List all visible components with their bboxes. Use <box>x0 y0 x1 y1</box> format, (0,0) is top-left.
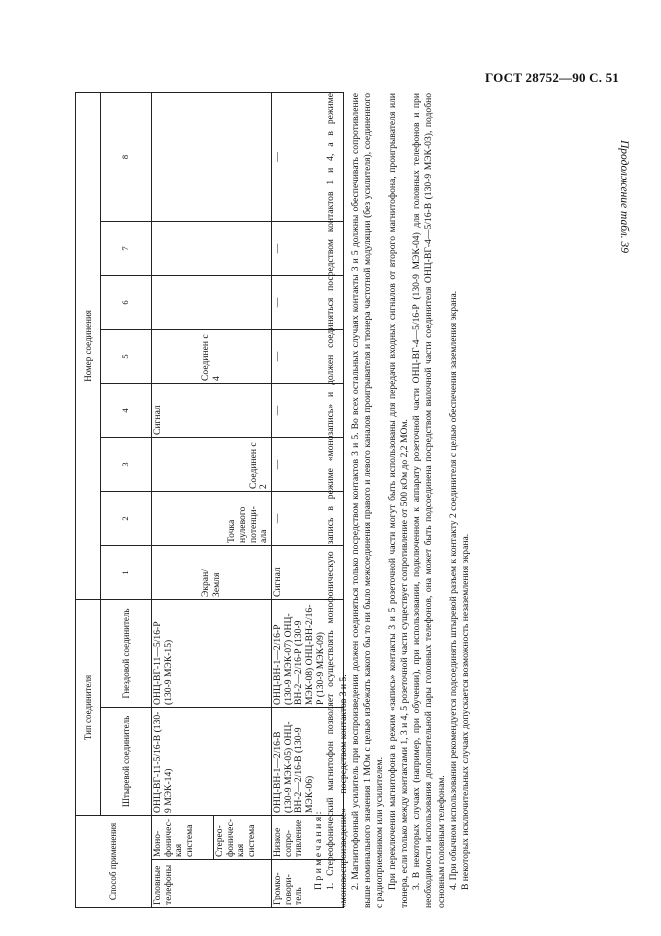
connection-table <box>75 92 344 908</box>
cell-group: Громко-говори-тель <box>272 860 344 908</box>
rotated-page-content <box>75 88 495 908</box>
note-item: 2. Магнитофонный усилитель при воспроизведении должен соединяться только посредством контактов 3 и 5. Во всех остальных случаях контакты 3 и 5 должны обеспечивать сопротивление выше номинального значения 1 МОм с целью избежать какого бы то ни было межсоединения правого и левого каналов проигрывателя и тюнера частотной модуляции (без усилителя), соединенного с радиоприемником или усилителем. <box>349 93 386 908</box>
table-continuation-label: Продолжение табл. 39 <box>618 140 630 253</box>
cell-c6: — <box>272 275 344 329</box>
note-item: 1. Стереофонический магнитофон позволяет осуществлять монофоническую запись в режиме «монозапись» и должен соединяться посредством контактов 1 и 4, а в режиме «моновоспроизведение» — посредством контактов 3 и 5. <box>325 93 349 908</box>
col-header-conn-type: Тип соединителя <box>76 599 101 815</box>
col-num-6: 6 <box>101 275 152 329</box>
cell-plug: ОНЦ-ВГ-11-5/16-В (130-9 МЭК-14) <box>152 708 272 816</box>
cell-socket: ОНЦ-ВГ-11—5/16-Р (130-9 МЭК-15) <box>152 599 272 707</box>
cell-c3: Соединен с 2 <box>152 437 272 491</box>
notes-section <box>313 93 472 908</box>
col-num-5: 5 <box>101 329 152 383</box>
note-item: 4. При обычном использовании рекомендуется подсоединять штыревой разъем к контакту 2 соединителя с целью обеспечения заземления экрана. <box>447 290 459 890</box>
cell-c4: — <box>272 383 344 437</box>
note-item: В некоторых исключительных случаях допускается возможность незаземления экрана. <box>460 533 472 890</box>
cell-socket: ОНЦ-ВН-1—2/16-Р (130-9 МЭК-07) ОНЦ-ВН-2—2/16-Р (130-9 МЭК-08) ОНЦ-ВН-2/16-Р (130-9 МЭК-09) <box>272 599 344 707</box>
cell-sub: Низкое сопро-тивление <box>272 816 344 860</box>
col-num-4: 4 <box>101 383 152 437</box>
cell-c5: Соединен с 4 <box>152 329 272 383</box>
cell-sub: Стерео-фоничес-кая система <box>214 816 272 860</box>
col-header-plug: Штыревой соединитель <box>101 708 152 816</box>
col-header-conn-num: Номер соединения <box>76 92 101 599</box>
cell-c6 <box>152 275 272 329</box>
col-num-1: 1 <box>101 545 152 599</box>
cell-c8 <box>152 92 272 221</box>
cell-c1: Сигнал <box>272 545 344 599</box>
col-num-2: 2 <box>101 491 152 545</box>
cell-c2: — <box>272 491 344 545</box>
cell-plug: ОНЦ-ВН-1—2/16-В (130-9 МЭК-05) ОНЦ-ВН-2—2/16-В (130-9 МЭК-06) <box>272 708 344 816</box>
note-item: При переключении магнитофона в режим «запись» контакты 3 и 5 розеточной части могут быть использованы для передачи входных сигналов от второго магнитофона, проигрывателя или тюнера, если только между контактами 1, 3 и 4, 5 розеточной части существует сопротивление от 500 кОм до 2,2 МОм. <box>386 93 410 908</box>
table-row <box>152 92 214 907</box>
page-header: ГОСТ 28752—90 С. 51 <box>485 70 619 85</box>
note-item: 3. В некоторых случаях (например, при обучении), при использовании, подключенном к аппарату розеточной части ОНЦ-ВГ-4—5/16-Р (130-9 МЭК-04) для головных телефонов и при необходимости использования дополнительной пары головных телефонов, она может быть подсоединена посредством вилочной части соединителя ОНЦ-ВГ-4—5/16-В (130-9 МЭК-03), подобно основным головным телефонам. <box>411 93 447 908</box>
cell-c1: Экран/ Земля <box>152 545 272 599</box>
cell-c4: Сигнал <box>152 383 272 437</box>
col-num-8: 8 <box>101 92 152 221</box>
cell-c7 <box>152 221 272 275</box>
col-header-socket: Гнездовой соединитель <box>101 599 152 707</box>
col-num-3: 3 <box>101 437 152 491</box>
cell-c8: — <box>272 92 344 221</box>
cell-c7: — <box>272 221 344 275</box>
col-header-method: Способ применения <box>76 816 152 908</box>
notes-title: Примечания: <box>313 809 324 890</box>
cell-c2: Точка нулевого потенци-ала <box>152 491 272 545</box>
cell-c3: — <box>272 437 344 491</box>
cell-sub: Моно-фоничес-кая система <box>152 816 214 860</box>
cell-c5: — <box>272 329 344 383</box>
cell-group: Головные телефоны <box>152 860 272 908</box>
col-num-7: 7 <box>101 221 152 275</box>
